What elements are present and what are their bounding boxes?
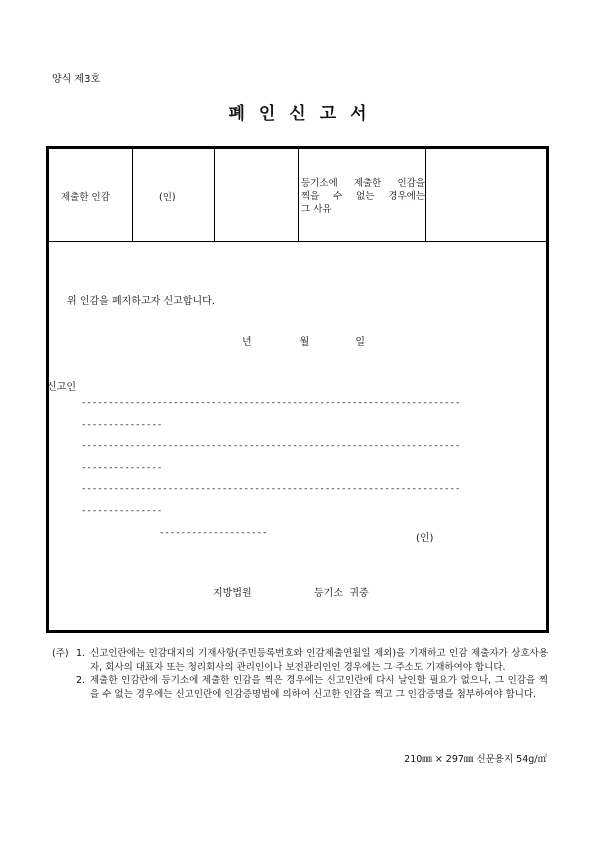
note-item [52, 647, 548, 674]
court-label: 지방법원 [213, 588, 252, 599]
document-title: 폐인신고서 [228, 104, 381, 124]
reporter-line: --------------- [81, 420, 163, 430]
note-item [52, 674, 548, 701]
table-divider [425, 149, 426, 241]
reporter-label: 신고인 [47, 382, 76, 393]
submitted-seal-label: 제출한 인감 [61, 192, 110, 203]
date-year: 년 [242, 337, 252, 348]
reason-line: 등기소에 제출한 인감을 [301, 178, 425, 189]
date-line [242, 333, 365, 348]
seal-table-row [49, 149, 546, 242]
signature-seal-mark: (인) [416, 533, 434, 544]
form-number: 양식 제3호 [52, 74, 101, 85]
table-divider [214, 149, 215, 241]
reporter-line: ---------------------------------------------------------------------- [81, 484, 461, 494]
reporter-line: --------------- [81, 506, 163, 516]
reporter-line: ---------------------------------------------------------------------- [81, 441, 461, 451]
date-day: 일 [355, 337, 366, 348]
reason-label [301, 177, 425, 216]
notes-section [52, 647, 548, 701]
date-month: 월 [299, 337, 310, 348]
note-number: 1. [76, 648, 86, 659]
reason-line: 그 사유 [301, 204, 332, 215]
note-text: 신고인란에는 인감대지의 기재사항(주민등록번호와 인감제출연월일 제외)을 기재하고 인감 제출자가 상호사용자, 회사의 대표자 또는 청리회사의 관리인이나 보전관리인인 경우에는 그 주소도 기재하여야 합니다. [90, 648, 548, 673]
reporter-line: ---------------------------------------------------------------------- [81, 398, 461, 408]
note-text: 제출한 인감란에 등기소에 제출한 인감을 찍은 경우에는 신고인란에 다시 날인할 필요가 없으나, 그 인감을 찍을 수 없는 경우에는 신고인란에 인감증명법에 의하여 신고한 인감을 찍고 그 인감증명을 첨부하여야 합니다. [90, 675, 548, 700]
table-divider [132, 149, 133, 241]
seal-mark: (인) [159, 192, 176, 203]
registry-label: 등기소 귀중 [314, 588, 369, 599]
notes-mark: (주) [52, 648, 69, 659]
reporter-line: --------------- [81, 463, 163, 473]
note-number: 2. [76, 675, 86, 686]
table-divider [298, 149, 299, 241]
declaration-text: 위 인감을 폐지하고자 신고합니다. [67, 296, 215, 307]
signature-line: -------------------- [159, 528, 268, 538]
reason-line: 찍을 수 없는 경우에는 [301, 191, 425, 202]
paper-spec: 210㎜ × 297㎜ 신문용지 54g/㎡ [404, 754, 547, 765]
